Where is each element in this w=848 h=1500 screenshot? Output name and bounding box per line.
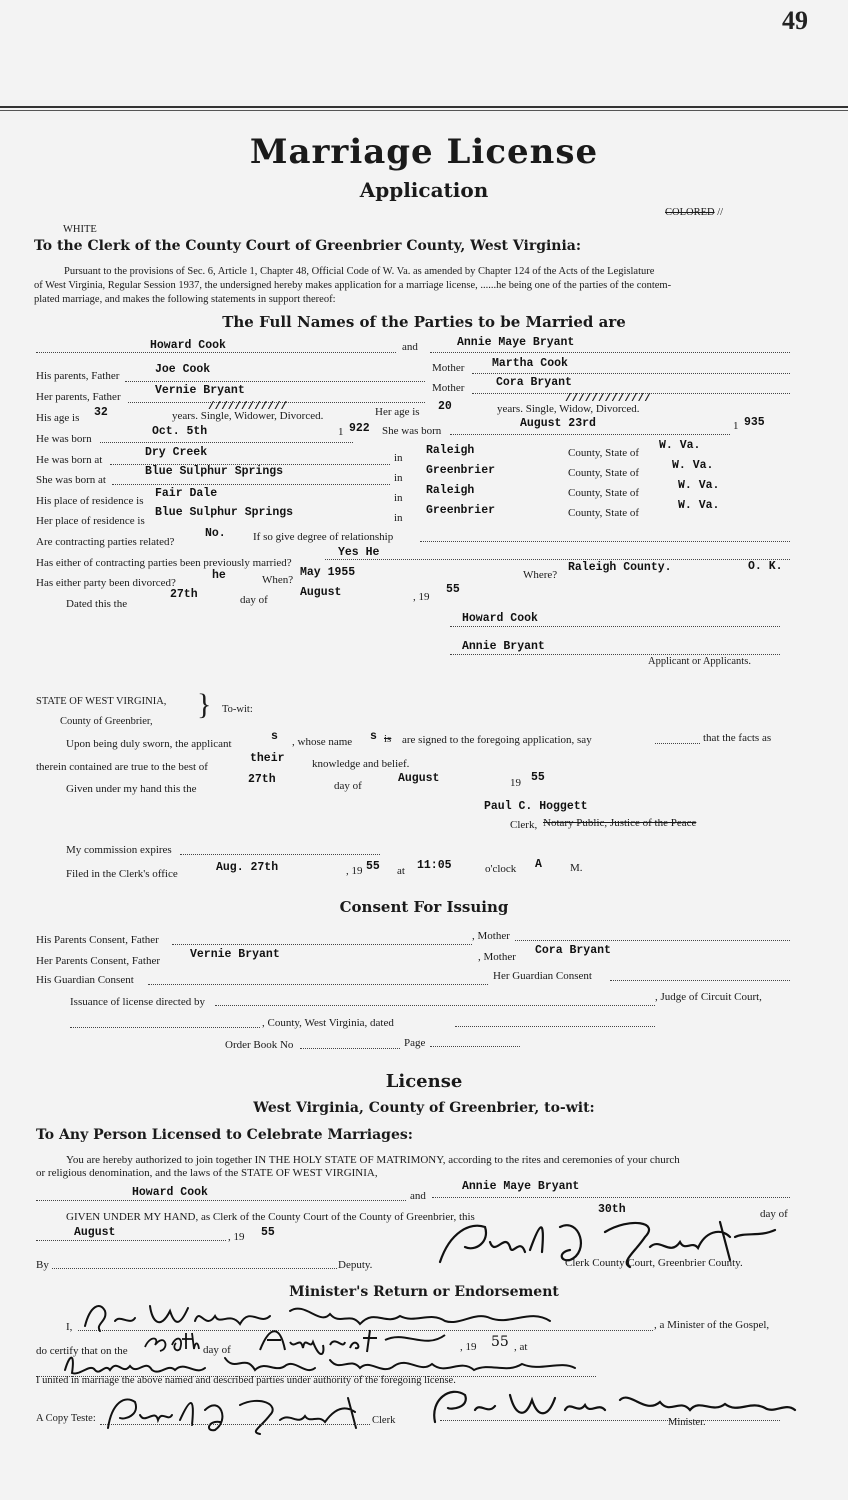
lic-year: 55 [261, 1226, 275, 1239]
sworn-text: Upon being duly sworn, the applicant [66, 738, 232, 750]
applicant2-signature: Annie Bryant [462, 640, 545, 653]
he-born-line [100, 442, 353, 443]
minister-label: Minister. [668, 1417, 706, 1428]
party2-name: Annie Maye Bryant [457, 336, 575, 349]
county-state-label-1: County, State of [568, 447, 640, 459]
her-consent-mother-label: , Mother [478, 951, 516, 963]
teste-line [100, 1424, 370, 1425]
consent-her-mother: Cora Bryant [535, 944, 611, 957]
consent-her-father: Vernie Bryant [190, 948, 280, 961]
m-label: M. [570, 862, 583, 874]
given-year-prefix: 19 [510, 777, 521, 789]
his-consent-father-line [172, 944, 472, 945]
her-mother-label: Mother [432, 382, 465, 394]
page-label: Page [404, 1037, 426, 1049]
where-label: Where? [523, 569, 558, 581]
his-age: 32 [94, 406, 108, 419]
county-state-label-3: County, State of [568, 487, 640, 499]
he-born-label: He was born [36, 433, 92, 445]
applicants-label: Applicant or Applicants. [648, 656, 751, 667]
intro-line-2: of West Virginia, Regular Session 1937, the undersigned hereby makes application for a marriage license, ......he being one of the parties of the contem- [34, 280, 672, 291]
lic-month: August [74, 1226, 116, 1239]
dated-month: August [300, 586, 342, 599]
she-born-state: W. Va. [672, 459, 714, 472]
degree-line [420, 541, 790, 542]
given-hand-text: GIVEN UNDER MY HAND, as Clerk of the County Court of the County of Greenbrier, this [66, 1211, 475, 1223]
prev-married-label: Has either of contracting parties been previously married? [36, 557, 292, 569]
sworn-text2: are signed to the foregoing application, say [402, 734, 592, 746]
day-of-label: day of [240, 594, 268, 606]
she-born-at: Blue Sulphur Springs [145, 465, 284, 478]
given-year: 55 [531, 771, 545, 784]
his-guardian-line [148, 984, 488, 985]
degree-label: If so give degree of relationship [253, 531, 394, 543]
she-born-year: 935 [744, 416, 765, 429]
dated-label: Dated this the [66, 598, 128, 610]
his-status-strike: //////////// [208, 401, 288, 413]
when-value: May 1955 [300, 566, 356, 579]
clerk-strike: Notary Public, Justice of the Peace [543, 817, 697, 829]
minister-sign-line [440, 1420, 780, 1421]
his-res-label: His place of residence is [36, 495, 144, 507]
his-res-state: W. Va. [678, 479, 720, 492]
her-res-state: W. Va. [678, 499, 720, 512]
filed-at-label: at [397, 865, 405, 877]
party1-name: Howard Cook [150, 339, 226, 352]
lic-party1: Howard Cook [132, 1186, 208, 1199]
his-parents-consent: His Parents Consent, Father [36, 934, 159, 946]
lic-party2: Annie Maye Bryant [462, 1180, 580, 1193]
state-label: STATE OF WEST VIRGINIA, [36, 696, 167, 707]
clerk2-label: Clerk [372, 1415, 396, 1426]
sworn-s2: s [370, 730, 377, 743]
his-guardian-label: His Guardian Consent [36, 974, 134, 986]
county-dated-line [70, 1027, 260, 1028]
document-title: Marriage License [249, 132, 599, 172]
given-month: August [398, 772, 440, 785]
page-number: 49 [782, 6, 808, 35]
lic-month-line [36, 1240, 226, 1241]
she-born-line [450, 434, 730, 435]
certify-label: do certify that on the [36, 1345, 128, 1357]
therein-text: therein contained are true to the best of [36, 761, 208, 773]
clerk-county-label: Clerk County Court, Greenbrier County. [565, 1257, 743, 1269]
his-consent-mother-label: , Mother [472, 930, 510, 942]
top-rule [0, 106, 848, 108]
her-guardian-line [610, 980, 790, 981]
her-mother: Cora Bryant [496, 376, 572, 389]
her-guardian-label: Her Guardian Consent [493, 970, 592, 982]
her-parents-label: Her parents, Father [36, 391, 121, 403]
consent-heading: Consent For Issuing [339, 898, 509, 916]
sworn-strike: is [384, 733, 392, 745]
their: their [250, 752, 285, 765]
filed-year: 55 [366, 860, 380, 873]
given-day-of: day of [334, 780, 362, 792]
when-label: When? [262, 574, 294, 586]
she-born-at-label: She was born at [36, 474, 106, 486]
county-label: County of Greenbrier, [60, 716, 153, 727]
top-rule-thin [0, 110, 848, 111]
her-age: 20 [438, 400, 452, 413]
race-colored: COLORED // [665, 207, 724, 218]
oclock-label: o'clock [485, 863, 517, 875]
she-born-county: Greenbrier [426, 464, 496, 477]
and-label: and [402, 341, 418, 353]
clerk-teste-signature [100, 1390, 380, 1435]
her-status-strike: ///////////// [565, 393, 651, 405]
she-born-date: August 23rd [520, 417, 596, 430]
ret-year-prefix: , 19 [460, 1341, 477, 1353]
he-born-at-label: He was born at [36, 454, 103, 466]
his-status-text: years. Single, Widower, Divorced. [172, 410, 324, 422]
dated-year: 55 [446, 583, 460, 596]
given-day: 27th [248, 773, 276, 786]
to-any-person: To Any Person Licensed to Celebrate Marriages: [36, 1127, 413, 1143]
divorced-label: Has either party been divorced? [36, 577, 176, 589]
clerk-name: Paul C. Hoggett [484, 800, 588, 813]
commission-label: My commission expires [66, 844, 172, 856]
her-res: Blue Sulphur Springs [155, 506, 294, 519]
by-label: By [36, 1259, 49, 1271]
prev-married-line [325, 559, 790, 560]
dated-year-prefix: , 19 [413, 591, 430, 603]
ret-year: 55 [491, 1334, 509, 1350]
filed-year-prefix: , 19 [346, 865, 363, 877]
filed-ampm: A [535, 858, 542, 871]
commission-line [180, 854, 380, 855]
he-born-state: W. Va. [659, 439, 701, 452]
license-subheading: West Virginia, County of Greenbrier, to-wit: [253, 1100, 595, 1116]
deputy-label: Deputy. [338, 1259, 373, 1271]
county-state-label-4: County, State of [568, 507, 640, 519]
his-mother-label: Mother [432, 362, 465, 374]
say-line [655, 743, 700, 744]
her-father: Vernie Bryant [155, 384, 245, 397]
where-value: Raleigh County. [568, 561, 672, 574]
she-born-year-prefix: 1 [733, 420, 739, 432]
county-wv-dated: , County, West Virginia, dated [262, 1017, 394, 1029]
lic-day-of: day of [760, 1208, 788, 1220]
his-mother-line [472, 373, 790, 374]
party2-line [430, 352, 790, 353]
lic-day: 30th [598, 1203, 626, 1216]
filed-label: Filed in the Clerk's office [66, 868, 178, 880]
intro-line-1: Pursuant to the provisions of Sec. 6, Article 1, Chapter 48, Official Code of W. Va. as amended by Chapter 124 of the Acts of the Legislature [64, 266, 655, 277]
knowledge-text: knowledge and belief. [312, 758, 410, 770]
ok-mark: O. K. [748, 560, 783, 573]
ret-day-of: day of [203, 1344, 231, 1356]
his-parents-label: His parents, Father [36, 370, 120, 382]
his-age-label: His age is [36, 412, 80, 424]
lic-year-prefix: , 19 [228, 1231, 245, 1243]
she-born-label: She was born [382, 425, 442, 437]
in-label-3: in [394, 492, 403, 504]
issuance-line [215, 1005, 655, 1006]
given-label: Given under my hand this the [66, 783, 197, 795]
county-state-label-2: County, State of [568, 467, 640, 479]
copy-teste: A Copy Teste: [36, 1413, 96, 1424]
her-res-county: Greenbrier [426, 504, 496, 517]
prev-married-value: Yes He [338, 546, 380, 559]
lic-party1-line [36, 1200, 406, 1201]
filed-date: Aug. 27th [216, 861, 279, 874]
order-book-label: Order Book No [225, 1039, 294, 1051]
license-text-2: or religious denomination, and the laws of the STATE OF WEST VIRGINIA, [36, 1167, 378, 1179]
he-born-date: Oct. 5th [152, 425, 208, 438]
order-book-line [300, 1048, 400, 1049]
towit-label: To-wit: [222, 704, 253, 715]
in-label-4: in [394, 512, 403, 524]
issuance-label: Issuance of license directed by [70, 996, 205, 1008]
her-parents-consent: Her Parents Consent, Father [36, 955, 161, 967]
to-clerk-heading: To the Clerk of the County Court of Greenbrier County, West Virginia: [34, 238, 582, 254]
minister-of-gospel: , a Minister of the Gospel, [654, 1319, 770, 1331]
clerk-label: Clerk, [510, 819, 538, 831]
related-value: No. [205, 527, 226, 540]
related-label: Are contracting parties related? [36, 536, 175, 548]
race-white: WHITE [63, 224, 97, 235]
he-born-year: 922 [349, 422, 370, 435]
in-label-2: in [394, 472, 403, 484]
i-label: I, [66, 1321, 73, 1333]
united-text: I united in marriage the above named and described parties under authority of the foregoing license. [36, 1375, 456, 1386]
she-born-at-line [112, 484, 390, 485]
minister-signature [420, 1380, 800, 1430]
page-line [430, 1046, 520, 1047]
dated-day: 27th [170, 588, 198, 601]
brace: } [197, 688, 212, 721]
lic-and: and [410, 1190, 426, 1202]
divorced-value: he [212, 569, 226, 582]
her-res-label: Her place of residence is [36, 515, 145, 527]
intro-line-3: plated marriage, and makes the following statements in support thereof: [34, 294, 336, 305]
her-age-label: Her age is [375, 406, 420, 418]
his-father-line [125, 381, 425, 382]
return-heading: Minister's Return or Endorsement [289, 1284, 559, 1300]
his-mother: Martha Cook [492, 357, 568, 370]
full-names-heading: The Full Names of the Parties to be Married are [222, 313, 626, 331]
dated-line [455, 1026, 655, 1027]
sworn-text3: that the facts as [703, 732, 772, 744]
he-born-county: Raleigh [426, 444, 475, 457]
ret-at: , at [514, 1341, 528, 1353]
his-father: Joe Cook [155, 363, 211, 376]
race-colored-text: COLORED [665, 207, 715, 218]
applicant1-signature: Howard Cook [462, 612, 538, 625]
his-consent-mother-line [515, 940, 790, 941]
lic-party2-line [432, 1197, 790, 1198]
whose-name: , whose name [292, 736, 353, 748]
license-heading: License [385, 1071, 463, 1092]
in-label-1: in [394, 452, 403, 464]
party1-line [36, 352, 396, 353]
his-res-county: Raleigh [426, 484, 475, 497]
license-text-1: You are hereby authorized to join together IN THE HOLY STATE OF MATRIMONY, according to the rites and ceremonies of your church [66, 1154, 680, 1166]
sworn-s1: s [271, 730, 278, 743]
filed-time: 11:05 [417, 859, 452, 872]
his-res: Fair Dale [155, 487, 218, 500]
by-line [52, 1268, 337, 1269]
applicant1-line [450, 626, 780, 627]
judge-label: , Judge of Circuit Court, [655, 991, 762, 1003]
he-born-year-prefix: 1 [338, 426, 344, 438]
he-born-at: Dry Creek [145, 446, 208, 459]
her-status-label: years. Single, Widow, Divorced. [497, 403, 640, 415]
document-subtitle: Application [359, 178, 489, 202]
